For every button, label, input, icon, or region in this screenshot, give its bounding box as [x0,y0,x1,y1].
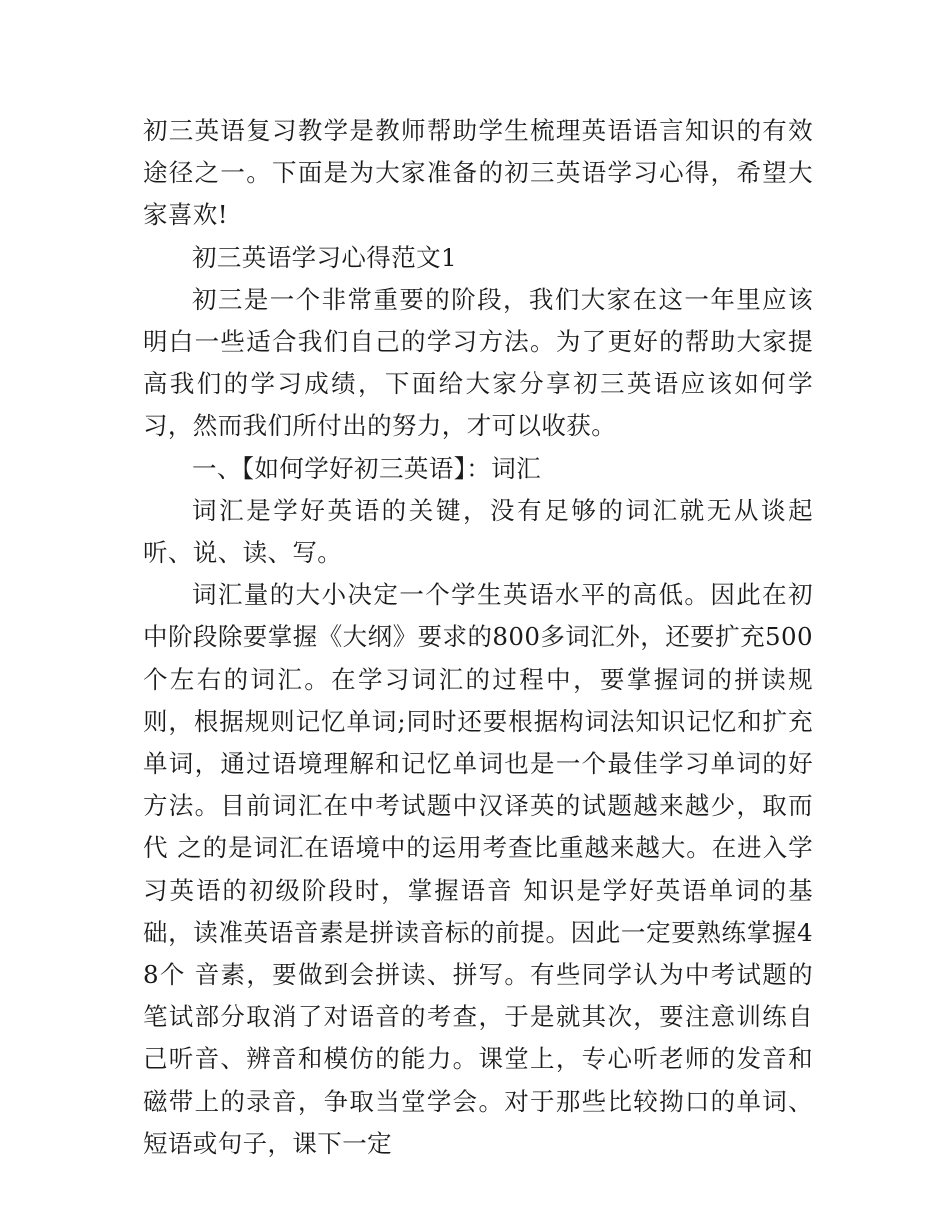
document-body [143,110,813,1165]
body-paragraph: 初三是一个非常重要的阶段，我们大家在这一年里应该明白一些适合我们自己的学习方法。为了更好的帮助大家提高我们的学习成绩，下面给大家分享初三英语应该如何学习，然而我们所付出的努力，才可以收获。 [143,284,813,441]
body-paragraph: 词汇是学好英语的关键，没有足够的词汇就无从谈起听、说、读、写。 [143,495,813,568]
section-title: 初三英语学习心得范文1 [192,242,457,272]
body-paragraph: 词汇量的大小决定一个学生英语水平的高低。因此在初中阶段除要掌握《大纲》要求的800多词汇外，还要扩充500个左右的词汇。在学习词汇的过程中，要掌握词的拼读规则，根据规则记忆单词;同时还要根据构词法知识记忆和扩充单词，通过语境理解和记忆单词也是一个最佳学习单词的好方法。目前词汇在中考试题中汉译英的试题越来越少，取而代 之的是词汇在语境中的运用考查比重越来越大。在进入学习英语的初级阶段时，掌握语音 知识是学好英语单词的基础，读准英语音素是拼读音标的前提。因此一定要熟练掌握48个 音素，要做到会拼读、拼写。有些同学认为中考试题的笔试部分取消了对语音的考查，于是就其次，要注意训练自己听音、辨音和模仿的能力。课堂上，专心听老师的发音和磁带上的录音，争取当堂学会。对于那些比较拗口的单词、短语或句子，课下一定 [143,580,813,1158]
intro-paragraph: 初三英语复习教学是教师帮助学生梳理英语语言知识的有效途径之一。下面是为大家准备的初三英语学习心得，希望大家喜欢! [143,116,813,230]
section-heading: 一、【如何学好初三英语】：词汇 [192,453,541,483]
